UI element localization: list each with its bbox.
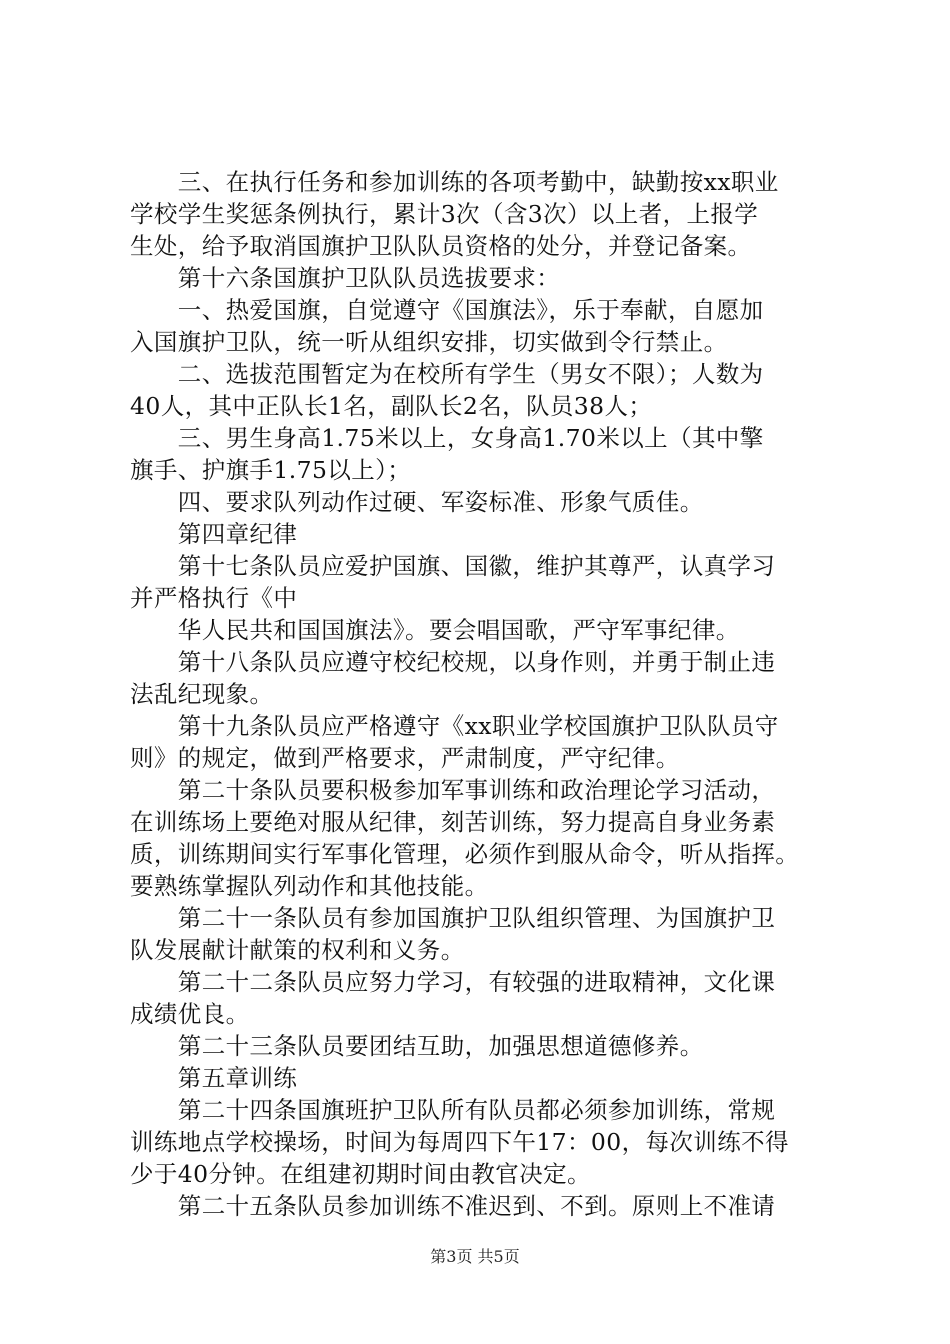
page-footer: 第3页 共5页 — [430, 1247, 520, 1266]
text-line: 质，训练期间实行军事化管理，必须作到服从命令，听从指挥。 — [130, 840, 800, 868]
text-line: 第五章训练 — [130, 1064, 298, 1092]
text-line: 一、热爱国旗，自觉遵守《国旗法》，乐于奉献，自愿加 — [130, 296, 764, 324]
text-line: 第二十三条队员要团结互助，加强思想道德修养。 — [130, 1032, 704, 1060]
text-line: 第十八条队员应遵守校纪校规，以身作则，并勇于制止违 — [130, 648, 776, 676]
text-line: 学校学生奖惩条例执行，累计3次（含3次）以上者，上报学 — [130, 200, 759, 228]
text-line: 生处，给予取消国旗护卫队队员资格的处分，并登记备案。 — [130, 232, 752, 260]
text-line: 三、在执行任务和参加训练的各项考勤中，缺勤按xx职业 — [130, 168, 779, 196]
text-line: 第十六条国旗护卫队队员选拔要求： — [130, 264, 561, 292]
text-line: 训练地点学校操场，时间为每周四下午17：00，每次训练不得 — [130, 1128, 789, 1156]
text-line: 队发展献计献策的权利和义务。 — [130, 936, 465, 964]
text-line: 第十七条队员应爱护国旗、国徽，维护其尊严，认真学习 — [130, 552, 776, 580]
text-line: 则》的规定，做到严格要求，严肃制度，严守纪律。 — [130, 744, 680, 772]
text-line: 第二十五条队员参加训练不准迟到、不到。原则上不准请 — [130, 1192, 776, 1220]
text-line: 第二十一条队员有参加国旗护卫队组织管理、为国旗护卫 — [130, 904, 776, 932]
text-line: 在训练场上要绝对服从纪律，刻苦训练，努力提高自身业务素 — [130, 808, 776, 836]
text-line: 第四章纪律 — [130, 520, 298, 548]
text-line: 少于40分钟。在组建初期时间由教官决定。 — [130, 1160, 591, 1188]
text-line: 法乱纪现象。 — [130, 680, 274, 708]
text-line: 第二十条队员要积极参加军事训练和政治理论学习活动， — [130, 776, 776, 804]
text-line: 入国旗护卫队，统一听从组织安排，切实做到令行禁止。 — [130, 328, 728, 356]
text-line: 二、选拔范围暂定为在校所有学生（男女不限）；人数为 — [130, 360, 764, 388]
text-line: 旗手、护旗手1.75以上）； — [130, 456, 412, 484]
text-line: 成绩优良。 — [130, 1000, 250, 1028]
text-line: 四、要求队列动作过硬、军姿标准、形象气质佳。 — [130, 488, 704, 516]
text-line: 三、男生身高1.75米以上，女身高1.70米以上（其中擎 — [130, 424, 764, 452]
text-line: 第十九条队员应严格遵守《xx职业学校国旗护卫队队员守 — [130, 712, 779, 740]
text-line: 第二十二条队员应努力学习，有较强的进取精神，文化课 — [130, 968, 776, 996]
text-line: 第二十四条国旗班护卫队所有队员都必须参加训练，常规 — [130, 1096, 776, 1124]
document-body — [130, 166, 840, 1222]
text-line: 40人，其中正队长1名，副队长2名，队员38人； — [130, 392, 653, 420]
text-line: 并严格执行《中 — [130, 584, 298, 612]
text-line: 要熟练掌握队列动作和其他技能。 — [130, 872, 489, 900]
text-line: 华人民共和国国旗法》。要会唱国歌，严守军事纪律。 — [130, 616, 740, 644]
